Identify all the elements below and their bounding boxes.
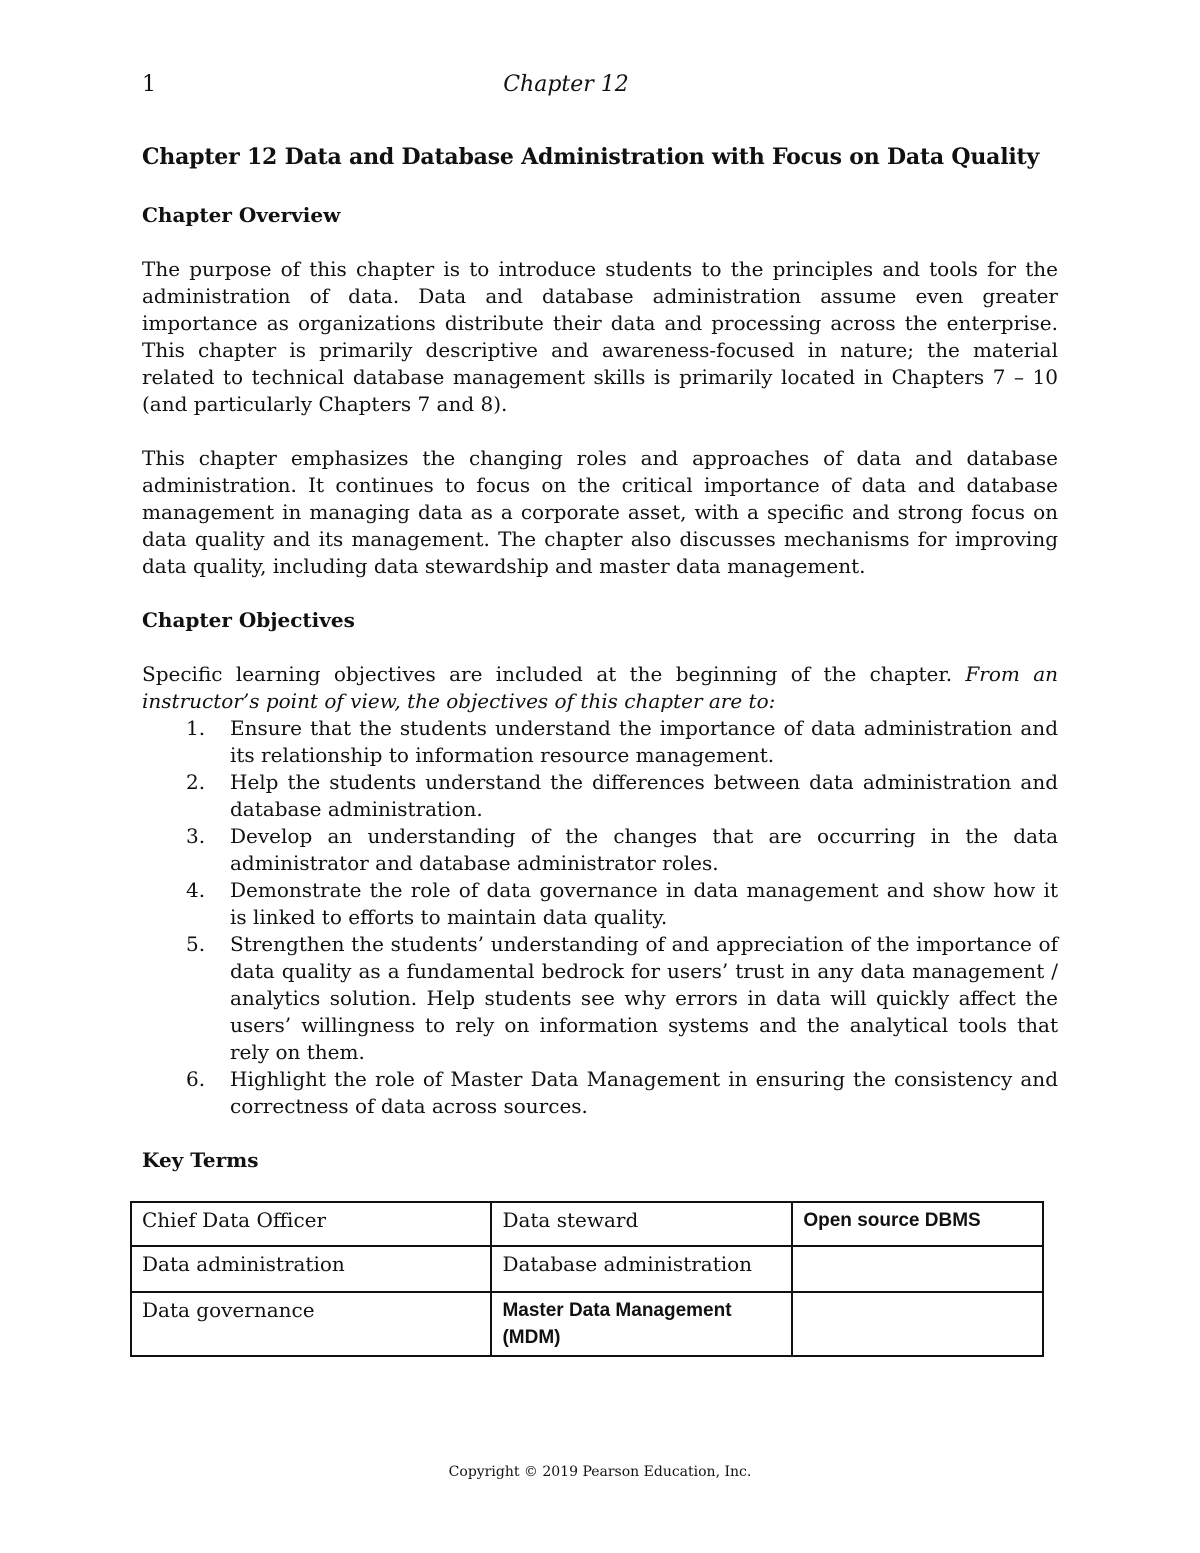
table-row [131,1292,1043,1356]
list-item-number: 2. [186,770,206,794]
list-item-text: Develop an understanding of the changes that are occurring in the data administrator and database administrator roles. [230,824,1058,875]
list-item [142,1066,1058,1120]
table-cell [792,1292,1043,1356]
list-item [142,823,1058,877]
list-item-number: 4. [186,878,206,902]
key-terms-table [130,1201,1044,1357]
list-item-text: Demonstrate the role of data governance in data management and show how it is linked to efforts to maintain data quality. [230,878,1058,929]
overview-paragraph-2: This chapter emphasizes the changing roles and approaches of data and database administration. It continues to focus on the critical importance of data and database management in managing data as a corporate asset, with a specific and strong focus on data quality and its management. The chapter also discusses mechanisms for improving data quality, including data stewardship and master data management. [142,446,1058,578]
running-header: Chapter 12 [503,72,629,97]
list-item [142,877,1058,931]
overview-paragraph-1: The purpose of this chapter is to introduce students to the principles and tools for the administration of data. Data and database administration assume even greater importance as organizations distribute their data and processing across the enterprise. This chapter is primarily descriptive and awareness-focused in nature; the material related to technical database management skills is primarily located in Chapters 7 – 10 (and particularly Chapters 7 and 8). [142,257,1058,416]
overview-heading: Chapter Overview [142,203,341,227]
list-item-text: Ensure that the students understand the importance of data administration and its relationship to information resource management. [230,716,1058,767]
page-number: 1 [142,72,156,97]
table-cell: Chief Data Officer [131,1202,491,1246]
list-item-number: 5. [186,932,206,956]
copyright-footer: Copyright © 2019 Pearson Education, Inc. [448,1464,752,1480]
list-item-text: Help the students understand the differences between data administration and database administration. [230,770,1058,821]
objectives-intro [142,661,1058,715]
list-item [142,715,1058,769]
objectives-intro-plain: Specific learning objectives are included at the beginning of the chapter. [142,662,966,686]
table-cell [792,1246,1043,1292]
objectives-heading: Chapter Objectives [142,608,355,632]
chapter-title: Chapter 12 Data and Database Administration with Focus on Data Quality [142,144,1040,170]
table-row [131,1202,1043,1246]
list-item-text: Strengthen the students’ understanding of and appreciation of the importance of data quality as a fundamental bedrock for users’ trust in any data management / analytics solution. Help students see why errors in data will quickly affect the users’ willingness to rely on information systems and the analytical tools that rely on them. [230,932,1058,1064]
document-body [142,140,1058,1357]
table-cell: Database administration [491,1246,792,1292]
list-item-number: 3. [186,824,206,848]
table-cell: Data administration [131,1246,491,1292]
list-item-number: 1. [186,716,206,740]
table-cell: Master Data Management (MDM) [491,1292,792,1356]
table-row [131,1246,1043,1292]
objectives-list [142,715,1058,1120]
list-item-number: 6. [186,1067,206,1091]
key-terms-heading: Key Terms [142,1148,259,1172]
table-cell: Data steward [491,1202,792,1246]
table-cell: Open source DBMS [792,1202,1043,1246]
list-item [142,931,1058,1066]
list-item [142,769,1058,823]
objectives-intro-italic: From an instructor’s point of view, the objectives of this chapter are to: [142,662,1059,713]
table-cell: Data governance [131,1292,491,1356]
list-item-text: Highlight the role of Master Data Management in ensuring the consistency and correctness of data across sources. [230,1067,1058,1118]
